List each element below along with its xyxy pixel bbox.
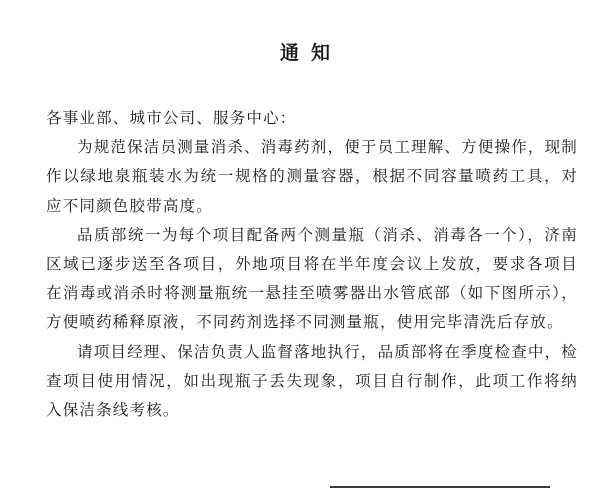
document-body [46,104,578,425]
document-title: 通知 [279,42,342,64]
paragraph-2: 品质部统一为每个项目配备两个测量瓶（消杀、消毒各一个），济南区域已逐步送至各项目，外地项目将在半年度会议上发放，要求各项目在消毒或消杀时将测量瓶统一悬挂至喷雾器出水管底部（如下图所示），方便喷药稀释原液，不同药剂选择不同测量瓶，使用完毕清洗后存放。 [46,225,578,332]
paragraph-3: 请项目经理、保洁负责人监督落地执行，品质部将在季度检查中，检查项目使用情况，如出现瓶子丢失现象，项目自行制作，此项工作将纳入保洁条线考核。 [46,342,579,420]
salutation: 各事业部、城市公司、服务中心： [46,109,297,127]
paragraph-1: 为规范保洁员测量消杀、消毒药剂，便于员工理解、方便操作，现制作以绿地泉瓶装水为统一规格的测量容器，根据不同容量喷药工具，对应不同颜色胶带高度。 [46,138,579,215]
